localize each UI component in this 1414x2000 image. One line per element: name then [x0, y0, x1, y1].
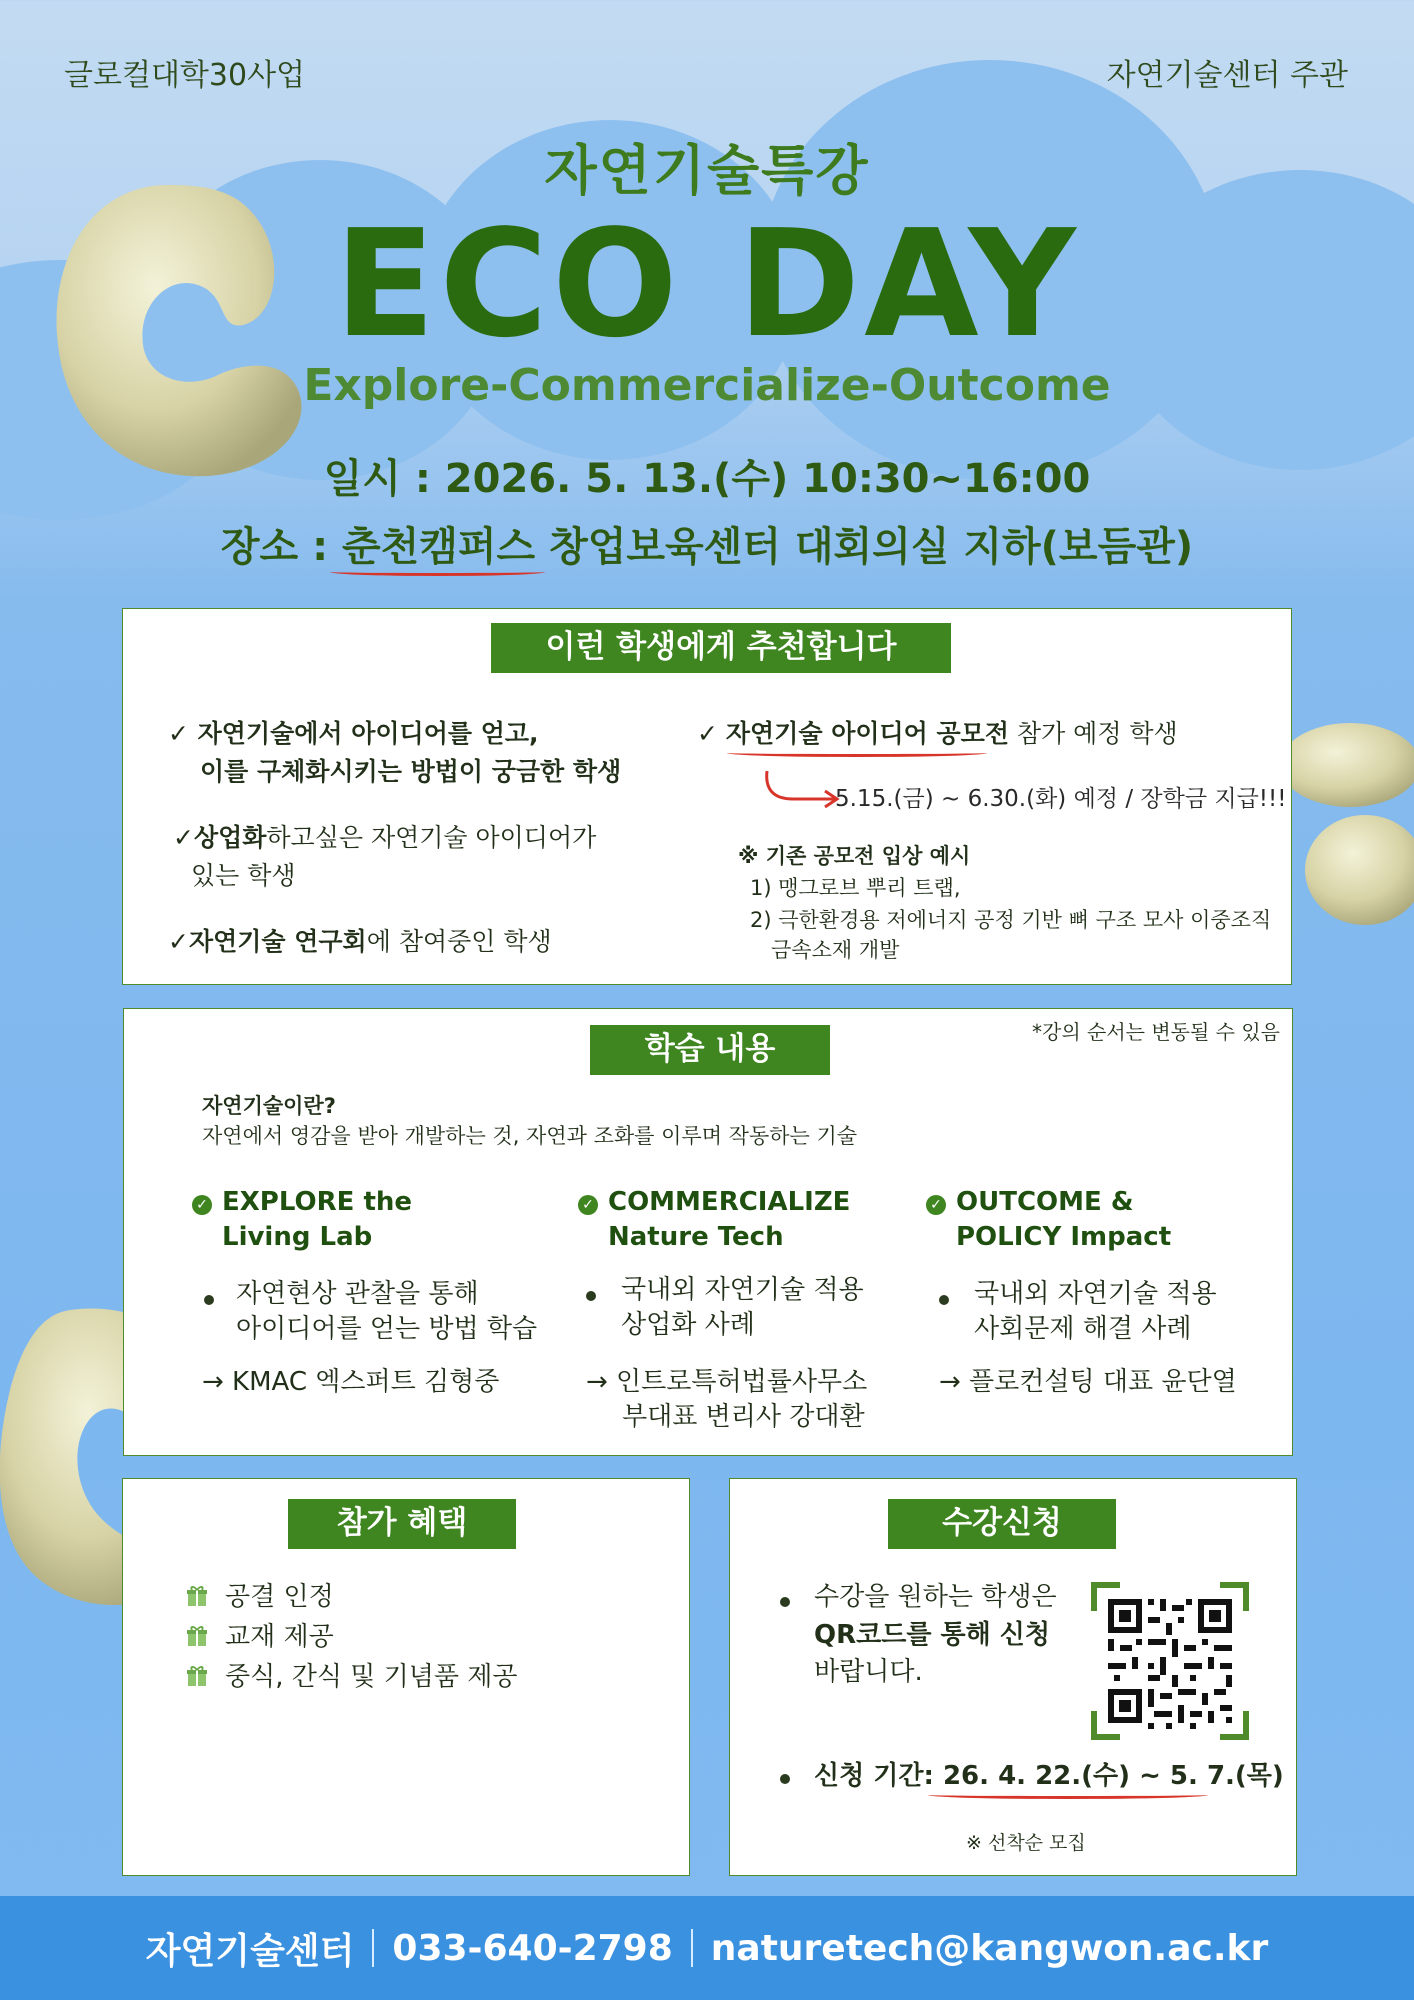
footer-phone[interactable]: 033-640-2798: [392, 1927, 673, 1969]
qr-code[interactable]: [1090, 1581, 1250, 1741]
program-name: 글로컬대학30사업: [64, 58, 306, 93]
event-place: 장소 : 춘천캠퍼스 창업보육센터 대회의실 지하(보듬관): [220, 524, 1194, 570]
order-change-note: *강의 순서는 변동될 수 있음: [1032, 1020, 1280, 1044]
recommend-heading: 이런 학생에게 추천합니다: [491, 623, 951, 673]
recommend-item-2: ✓상업화하고싶은 자연기술 아이디어가: [173, 823, 597, 852]
bullet-dot: [780, 1774, 790, 1784]
check-mark: ✓: [173, 823, 194, 852]
gift-icon: [187, 1625, 207, 1647]
column-2-heading: COMMERCIALIZE Nature Tech: [608, 1187, 851, 1253]
check-circle-icon: ✓: [192, 1195, 212, 1215]
footer-email[interactable]: naturetech@kangwon.ac.kr: [710, 1927, 1269, 1969]
example-title: ※ 기존 공모전 입상 예시: [738, 844, 971, 868]
column-3-body: 국내외 자연기술 적용 사회문제 해결 사례: [974, 1279, 1217, 1345]
bullet-dot: [780, 1597, 790, 1607]
gift-icon: [187, 1665, 207, 1687]
contest-underline: [727, 749, 987, 757]
example-1: 1) 맹그로브 뿌리 트랩,: [750, 876, 961, 900]
benefit-item: 교재 제공: [225, 1622, 334, 1652]
contest-note: 5.15.(금) ~ 6.30.(화) 예정 / 장학금 지급!!!: [835, 786, 1287, 812]
recommend-item-3: ✓자연기술 연구회에 참여중인 학생: [168, 927, 552, 956]
definition-title: 자연기술이란?: [202, 1094, 336, 1118]
learning-heading: 학습 내용: [590, 1025, 830, 1075]
column-1-body: 자연현상 관찰을 통해 아이디어를 얻는 방법 학습: [236, 1279, 538, 1345]
benefits-heading: 참가 혜택: [288, 1499, 516, 1549]
benefit-item: 중식, 간식 및 기념품 제공: [225, 1662, 518, 1692]
event-tagline: Explore-Commercialize-Outcome: [303, 360, 1111, 411]
check-circle-icon: ✓: [578, 1195, 598, 1215]
recommend-card: [122, 608, 1292, 985]
bullet-dot: [939, 1295, 949, 1305]
learning-card: [123, 1008, 1293, 1456]
footer-org: 자연기술센터: [145, 1930, 355, 1972]
period-underline: [928, 1791, 1208, 1799]
column-2-speaker: → 인트로특허법률사무소 부대표 변리사 강대환: [586, 1367, 868, 1433]
check-mark: ✓: [168, 719, 198, 748]
recommend-item-2-line2: 있는 학생: [191, 861, 296, 890]
contest-item: ✓ 자연기술 아이디어 공모전 참가 예정 학생: [697, 719, 1178, 748]
check-mark: ✓: [697, 719, 726, 748]
column-3-heading: OUTCOME & POLICY Impact: [956, 1187, 1172, 1253]
column-1-heading: EXPLORE the Living Lab: [222, 1187, 413, 1253]
example-2-cont: 금속소재 개발: [771, 938, 900, 962]
gift-icon: [187, 1585, 207, 1607]
footer-divider: [691, 1929, 693, 1967]
recommend-item-1: ✓ 자연기술에서 아이디어를 얻고,: [168, 719, 539, 748]
first-come-note: ※ 선착순 모집: [966, 1832, 1086, 1854]
benefit-item: 공결 인정: [225, 1582, 334, 1612]
place-highlight-underline: [330, 568, 545, 576]
footer-bar: [0, 1896, 1414, 2000]
bullet-dot: [586, 1291, 596, 1301]
check-circle-icon: ✓: [926, 1195, 946, 1215]
footer-divider: [372, 1929, 374, 1967]
column-3-speaker: → 플로컨설팅 대표 윤단열: [939, 1367, 1237, 1397]
bullet-dot: [204, 1295, 214, 1305]
example-2: 2) 극한환경용 저에너지 공정 기반 뼈 구조 모사 이중조직: [750, 908, 1272, 932]
apply-period: 신청 기간: 26. 4. 22.(수) ~ 5. 7.(목): [814, 1761, 1284, 1791]
event-title: ECO DAY: [334, 198, 1080, 370]
event-date: 일시 : 2026. 5. 13.(수) 10:30~16:00: [323, 456, 1091, 502]
definition-text: 자연에서 영감을 받아 개발하는 것, 자연과 조화를 이루며 작동하는 기술: [202, 1124, 858, 1148]
apply-card: [729, 1478, 1297, 1876]
recommend-item-1-line2: 이를 구체화시키는 방법이 궁금한 학생: [200, 757, 622, 786]
column-1-speaker: → KMAC 엑스퍼트 김형중: [202, 1367, 500, 1397]
organizer-name: 자연기술센터 주관: [1106, 58, 1348, 93]
benefits-card: [122, 1478, 690, 1876]
check-mark: ✓: [168, 927, 189, 956]
apply-instructions: 수강을 원하는 학생은 QR코드를 통해 신청 바랍니다.: [814, 1582, 1057, 1688]
column-2-body: 국내외 자연기술 적용 상업화 사례: [621, 1275, 864, 1341]
arrow-icon: [763, 769, 843, 811]
apply-heading: 수강신청: [888, 1499, 1116, 1549]
event-subtitle: 자연기술특강: [544, 139, 870, 202]
